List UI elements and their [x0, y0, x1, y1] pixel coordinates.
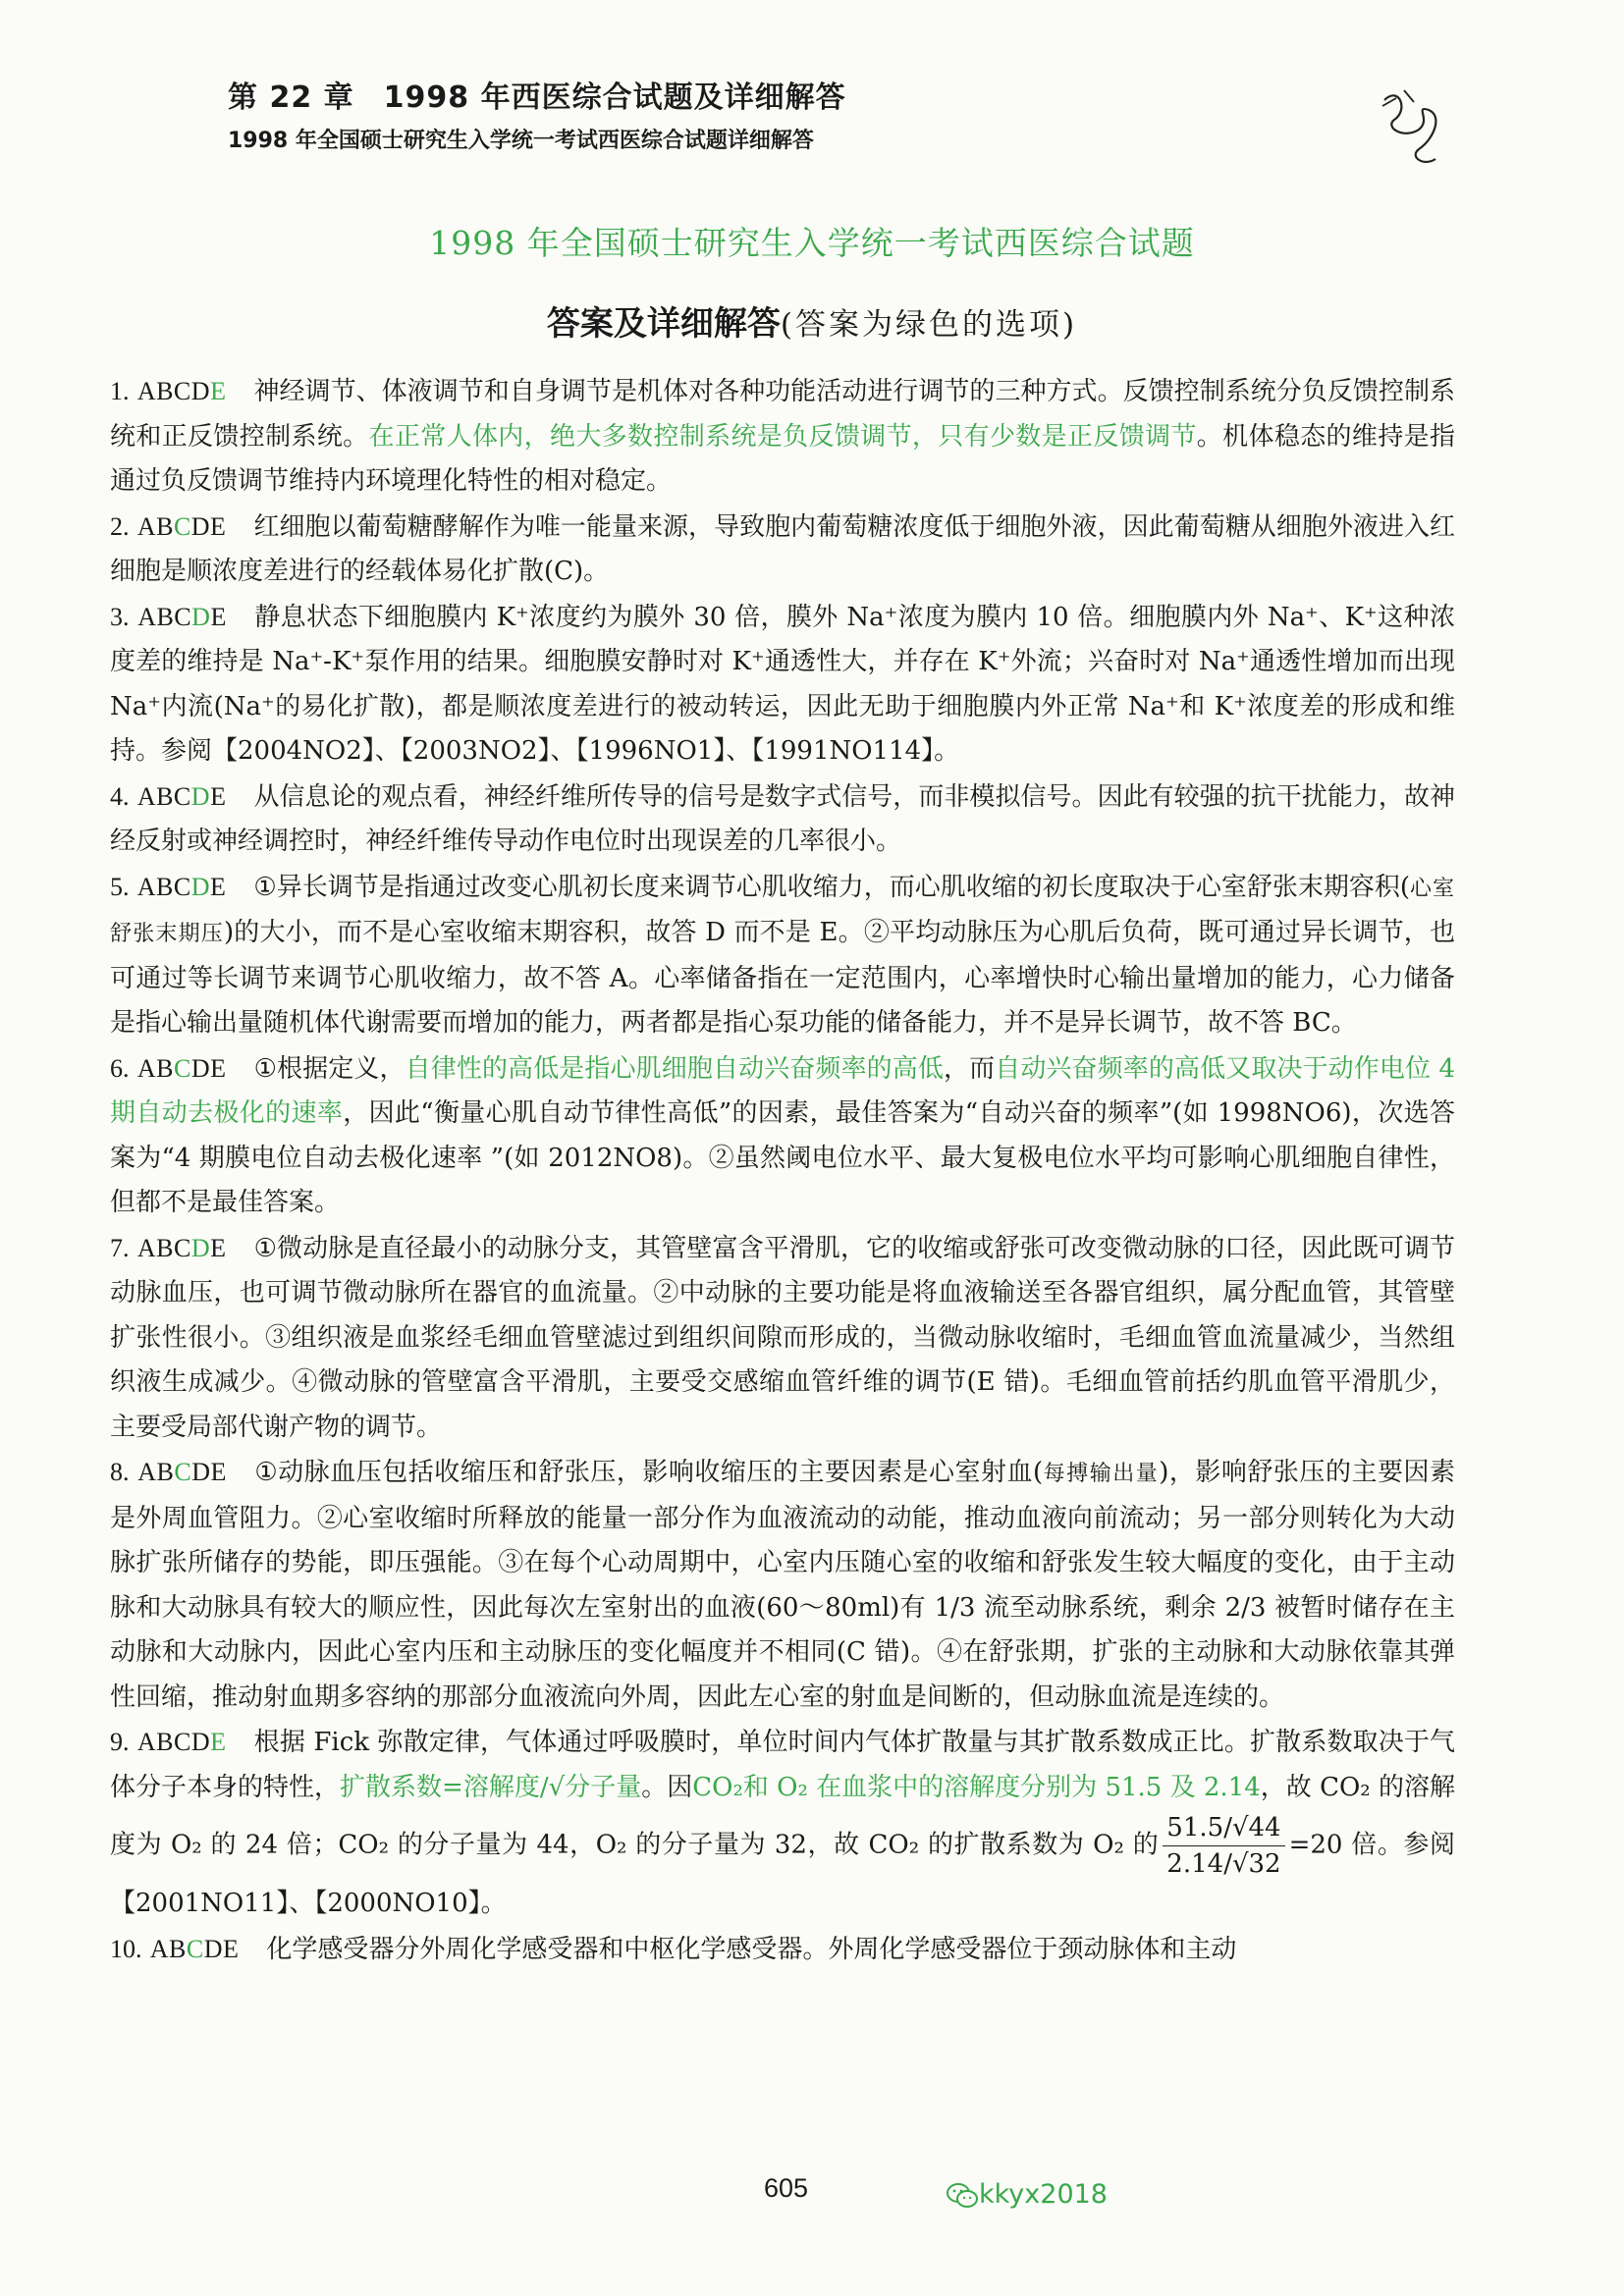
wechat-icon [946, 2182, 979, 2210]
answer-options: ABCDE [136, 1728, 227, 1756]
running-header [228, 73, 846, 154]
answer-options: ABCDE [137, 1458, 227, 1486]
answer-options: ABCDE [136, 511, 227, 541]
answer-item-10: 10. ABCDE 化学感受器分外周化学感受器和中枢化学感受器。外周化学感受器位于颈动脉体和主动 [110, 1934, 1237, 1964]
answer-item-4: 4. ABCDE 从信息论的观点看，神经纤维所传导的信号是数字式信号，而非模拟信号。因此有较强的抗干扰能力，故神经反射或神经调控时，神经纤维传导动作电位时出现误差的几率很小。 [110, 781, 1455, 856]
document-title: 1998 年全国硕士研究生入学统一考试西医综合试题 [429, 224, 1195, 262]
answer-item-3: 3. ABCDE 静息状态下细胞膜内 K⁺浓度约为膜外 30 倍，膜外 Na⁺浓度为膜内 10 倍。细胞膜内外 Na⁺、K⁺这种浓度差的维持是 Na⁺-K⁺泵作用的结果。细胞膜安静时对 K⁺通透性大，并存在 K⁺外流；兴奋时对 Na⁺通透性增加而出现 Na⁺内流(Na⁺的易化扩散)，都是顺浓度差进行的被动转运，因此无助于细胞膜内外正常 Na⁺和 K⁺浓度差的形成和维持。参阅【2004NO2】、【2003NO2】、【1996NO1】、【1991NO114】。 [110, 602, 1455, 766]
answer-options: ABCDE [136, 1233, 227, 1262]
answer-options: ABCDE [136, 377, 227, 405]
answer-item-1: 1. ABCDE 神经调节、体液调节和自身调节是机体对各种功能活动进行调节的三种方式。反馈控制系统分负反馈控制系统和正反馈控制系统。在正常人体内，绝大多数控制系统是负反馈调节，只有少数是正反馈调节。机体稳态的维持是指通过负反馈调节维持内环境理化特性的相对稳定。 [110, 377, 1455, 496]
diffusion-fraction: $\frac{51.5/√44}{2.14/√32}$ [1163, 1810, 1284, 1882]
answer-item-9: 9. ABCDE 根据 Fick 弥散定律，气体通过呼吸膜时，单位时间内气体扩散量与其扩散系数成正比。扩散系数取决于气体分子本身的特性，扩散系数=溶解度/√分子量。因CO₂和 O₂ 在血浆中的溶解度分别为 51.5 及 2.14，故 CO₂ 的溶解度为 O₂ 的 24 倍；CO₂ 的分子量为 44，O₂ 的分子量为 32，故 CO₂ 的扩散系数为 O₂ 的 $\frac{51.5/√44}{2.14/√32}$ =20 倍。参阅【2001NO11】、【2000NO10】。 [110, 1728, 1456, 1918]
answers-heading [0, 296, 1624, 345]
answer-item-6: 6. ABCDE ①根据定义，自律性的高低是指心肌细胞自动兴奋频率的高低，而自动兴奋频率的高低又取决于动作电位 4 期自动去极化的速率，因此“衡量心肌自动节律性高低”的因素，最佳答案为“自动兴奋的频率”(如 1998NO6)，次选答案为“4 期膜电位自动去极化速率 ”(如 2012NO8)。②虽然阈电位水平、最大复极电位水平均可影响心肌细胞自律性，但都不是最佳答案。 [110, 1053, 1456, 1217]
chapter-number: 第 22 章 [228, 80, 354, 115]
answer-options: ABCDE [136, 872, 227, 901]
answer-item-7: 7. ABCDE ①微动脉是直径最小的动脉分支，其管壁富含平滑肌，它的收缩或舒张可改变微动脉的口径，因此既可调节动脉血压，也可调节微动脉所在器官的血流量。②中动脉的主要功能是将血液输送至各器官组织，属分配血管，其管壁扩张性很小。③组织液是血浆经毛细血管壁滤过到组织间隙而形成的，当微动脉收缩时，毛细血管血流量减少，当然组织液生成减少。④微动脉的管壁富含平滑肌，主要受交感缩血管纤维的调节(E 错)。毛细血管前括约肌血管平滑肌少，主要受局部代谢产物的调节。 [110, 1233, 1456, 1442]
answer-item-2: 2. ABCDE 红细胞以葡萄糖酵解作为唯一能量来源，导致胞内葡萄糖浓度低于细胞外液，因此葡萄糖从细胞外液进入红细胞是顺浓度差进行的经载体易化扩散(C)。 [110, 511, 1455, 586]
publisher-logo-icon [1375, 80, 1453, 169]
watermark [946, 2179, 1108, 2210]
watermark-text: kkyx2018 [979, 2179, 1108, 2210]
header-subtitle: 1998 年全国硕士研究生入学统一考试西医综合试题详细解答 [228, 129, 814, 153]
answer-options: ABCDE [136, 781, 227, 811]
answer-options: ABCDE [149, 1934, 240, 1963]
answers-title: 答案及详细解答 [546, 304, 781, 344]
answers-note: (答案为绿色的选项) [780, 307, 1078, 343]
chapter-title: 1998 年西医综合试题及详细解答 [383, 80, 846, 115]
answer-options: ABCDE [136, 1053, 227, 1083]
answer-list [110, 369, 1455, 1972]
page-number: 605 [764, 2173, 809, 2203]
answer-item-8: 8. ABCDE ①动脉血压包括收缩压和舒张压，影响收缩压的主要因素是心室射血(每搏输出量)，影响舒张压的主要因素是外周血管阻力。②心室收缩时所释放的能量一部分作为血液流动的动能，推动血液向前流动；另一部分则转化为大动脉扩张所储存的势能，即压强能。③在每个心动周期中，心室内压随心室的收缩和舒张发生较大幅度的变化，由于主动脉和大动脉具有较大的顺应性，因此每次左室射出的血液(60～80ml)有 1/3 流至动脉系统，剩余 2/3 被暂时储存在主动脉和大动脉内，因此心室内压和主动脉压的变化幅度并不相同(C 错)。④在舒张期，扩张的主动脉和大动脉依靠其弹性回缩，推动射血期多容纳的那部分血液流向外周，因此左心室的射血是间断的，但动脉血流是连续的。 [110, 1458, 1455, 1712]
answer-item-5: 5. ABCDE ①异长调节是指通过改变心肌初长度来调节心肌收缩力，而心肌收缩的初长度取决于心室舒张末期容积(心室舒张末期压)的大小，而不是心室收缩末期容积，故答 D 而不是 E。②平均动脉压为心肌后负荷，既可通过异长调节，也可通过等长调节来调节心肌收缩力，故不答 A。心率储备指在一定范围内，心率增快时心输出量增加的能力，心力储备是指心输出量随机体代谢需要而增加的能力，两者都是指心泵功能的储备能力，并不是异长调节，故不答 BC。 [110, 872, 1455, 1038]
answer-options: ABCDE [137, 602, 227, 631]
